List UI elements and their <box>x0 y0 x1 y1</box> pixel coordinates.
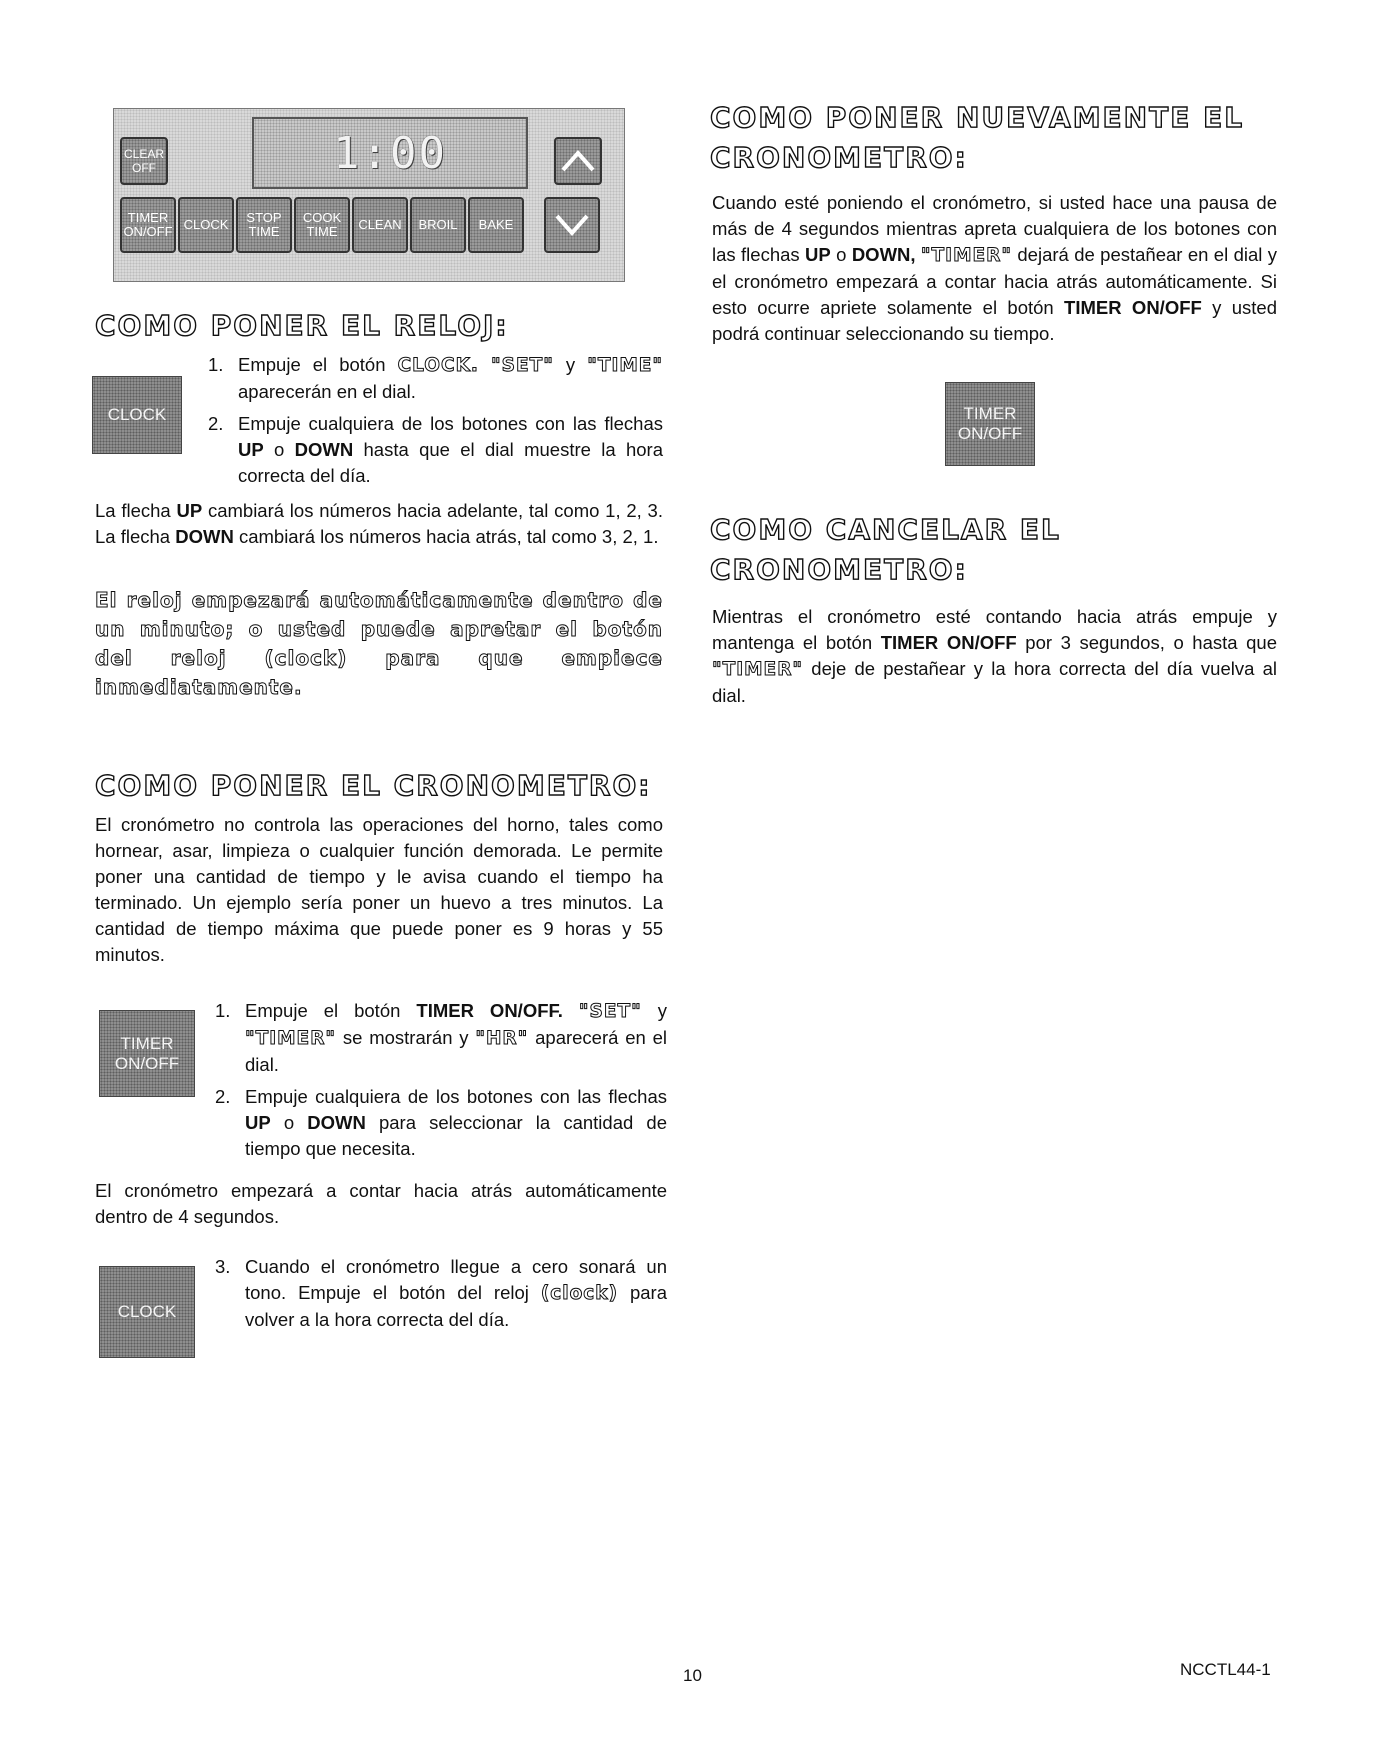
reloj-step-2 <box>208 411 663 489</box>
timer-onoff-button-illustration-2: TIMER ON/OFF <box>945 382 1035 466</box>
step-number: 1. <box>208 354 224 375</box>
up-keyword: UP <box>805 244 831 265</box>
heading-poner-nuevamente-line1: COMO PONER NUEVAMENTE EL <box>710 101 1245 134</box>
step-text <box>563 1000 579 1021</box>
cronometro-step-1 <box>215 998 667 1078</box>
heading-cancelar-line2: CRONOMETRO: <box>710 553 968 586</box>
step-text: y <box>553 354 588 375</box>
page-number: 10 <box>683 1666 702 1685</box>
step-text: o <box>263 439 295 460</box>
stop-time-button[interactable]: STOP TIME <box>236 197 292 253</box>
step-text: Cuando el cronómetro llegue a cero sonará un tono. Empuje el botón del reloj <box>245 1256 667 1303</box>
para-text: y usted podrá continuar seleccionando su tiempo. <box>712 297 1278 344</box>
cancelar-paragraph <box>712 604 1277 709</box>
para-text: cambiará los números hacia adelante, tal como 1, 2, 3. La flecha <box>95 500 663 547</box>
bake-button[interactable]: BAKE <box>468 197 524 253</box>
step-number: 2. <box>208 413 224 434</box>
set-keyword: "SET" <box>578 1001 642 1022</box>
step-text: hasta que el dial muestre la hora correcta del día. <box>238 439 663 486</box>
chevron-up-icon <box>558 146 598 176</box>
para-text: por 3 segundos, o hasta que <box>1016 632 1278 653</box>
step-number: 1. <box>215 1000 231 1021</box>
cronometro-step3-list <box>215 1254 667 1339</box>
timer-keyword: "TIMER" <box>712 659 804 680</box>
timer-onoff-keyword: TIMER ON/OFF <box>880 632 1017 653</box>
down-keyword: DOWN <box>307 1112 366 1133</box>
down-arrow-button[interactable] <box>544 197 600 253</box>
cronometro-step-3 <box>215 1254 667 1333</box>
clock-button-illustration-2: CLOCK <box>99 1266 195 1358</box>
chevron-down-icon <box>552 210 592 240</box>
step-text: Empuje el botón <box>238 354 398 375</box>
time-keyword: "TIME" <box>587 355 664 376</box>
step-text: y <box>641 1000 668 1021</box>
cronometro-step-2 <box>215 1084 667 1162</box>
control-panel-illustration <box>113 108 625 282</box>
cronometro-intro-paragraph: El cronómetro no controla las operaciones del horno, tales como hornear, asar, limpieza o cualquier función demorada. Le permite poner una cantidad de tiempo y le avisa cuando el tiempo ha terminado. Un ejemplo sería poner un huevo a tres minutos. La cantidad de tiempo máxima que puede poner es 9 horas y 55 minutos. <box>95 814 663 965</box>
reloj-step-1 <box>208 352 663 405</box>
step-text: para volver a la hora correcta del día. <box>245 1282 667 1330</box>
reloj-bold-paragraph: El reloj empezará automáticamente dentro de un minuto; o usted puede apretar el botón del reloj (clock) para que empiece inmediatamente. <box>95 588 663 699</box>
timer-keyword: "TIMER" <box>245 1028 337 1049</box>
down-keyword: DOWN, <box>851 244 916 265</box>
reloj-arrows-paragraph <box>95 498 663 550</box>
para-text: deje de pestañear y la hora correcta del día vuelva al dial. <box>712 658 1277 706</box>
timer-keyword: "TIMER" <box>920 245 1012 266</box>
step-text <box>479 354 491 375</box>
step-text: para seleccionar la cantidad de tiempo que necesita. <box>245 1112 667 1159</box>
up-keyword: UP <box>238 439 264 460</box>
para-text: dejará de pestañear en el dial y el cronómetro empezará a contar hacia atrás automáticamente. Si esto ocurre apriete solamente el botón <box>712 244 1278 318</box>
heading-cancelar-line1: COMO CANCELAR EL <box>710 513 1061 546</box>
clock-keyword: (clock) <box>540 1283 619 1304</box>
nuevamente-paragraph <box>712 190 1277 347</box>
cronometro-steps <box>215 998 667 1168</box>
heading-poner-reloj: COMO PONER EL RELOJ: <box>95 309 509 342</box>
step-text: o <box>270 1112 308 1133</box>
step-text: Empuje el botón <box>245 1000 417 1021</box>
para-text: Mientras el cronómetro esté contando hacia atrás empuje y mantenga el botón <box>712 606 1277 653</box>
down-keyword: DOWN <box>175 526 234 547</box>
step-text: aparecerá en el dial. <box>245 1027 667 1075</box>
para-text: cambiará los números hacia atrás, tal como 3, 2, 1. <box>233 526 659 547</box>
step-text: Empuje cualquiera de los botones con las flechas <box>238 413 663 434</box>
cook-time-button[interactable]: COOK TIME <box>294 197 350 253</box>
broil-button[interactable]: BROIL <box>410 197 466 253</box>
up-arrow-button[interactable] <box>554 137 602 185</box>
cronometro-countdown-paragraph: El cronómetro empezará a contar hacia atrás automáticamente dentro de 4 segundos. <box>95 1180 667 1227</box>
timer-on-off-button[interactable]: TIMER ON/OFF <box>120 197 176 253</box>
step-text: Empuje cualquiera de los botones con las flechas <box>245 1086 667 1107</box>
step-text: aparecerán en el dial. <box>238 381 416 402</box>
para-text: o <box>830 244 852 265</box>
step-number: 3. <box>215 1256 231 1277</box>
document-code: NCCTL44-1 <box>1180 1660 1271 1679</box>
hr-keyword: "HR" <box>475 1028 529 1049</box>
clock-keyword: CLOCK. <box>397 355 479 376</box>
timer-onoff-keyword: TIMER ON/OFF. <box>416 1000 563 1021</box>
para-text: Cuando esté poniendo el cronómetro, si usted hace una pausa de más de 4 segundos mientras apreta cualquiera de los botones con las flechas <box>712 192 1277 265</box>
step-number: 2. <box>215 1086 231 1107</box>
up-keyword: UP <box>176 500 203 521</box>
heading-poner-cronometro: COMO PONER EL CRONOMETRO: <box>95 769 652 802</box>
timer-onoff-button-illustration: TIMER ON/OFF <box>99 1010 195 1097</box>
clear-off-button[interactable]: CLEAR OFF <box>120 137 168 185</box>
heading-poner-nuevamente-line2: CRONOMETRO: <box>710 141 968 174</box>
reloj-steps <box>208 352 663 495</box>
clock-button-illustration: CLOCK <box>92 376 182 454</box>
up-keyword: UP <box>245 1112 271 1133</box>
display-readout: 1:00 <box>333 127 447 179</box>
set-keyword: "SET" <box>490 355 554 376</box>
timer-onoff-keyword: TIMER ON/OFF <box>1064 297 1202 318</box>
panel-display <box>252 117 528 189</box>
clean-button[interactable]: CLEAN <box>352 197 408 253</box>
para-text: La flecha <box>95 500 177 521</box>
down-keyword: DOWN <box>294 439 354 460</box>
clock-button[interactable]: CLOCK <box>178 197 234 253</box>
step-text: se mostrarán y <box>336 1027 476 1048</box>
